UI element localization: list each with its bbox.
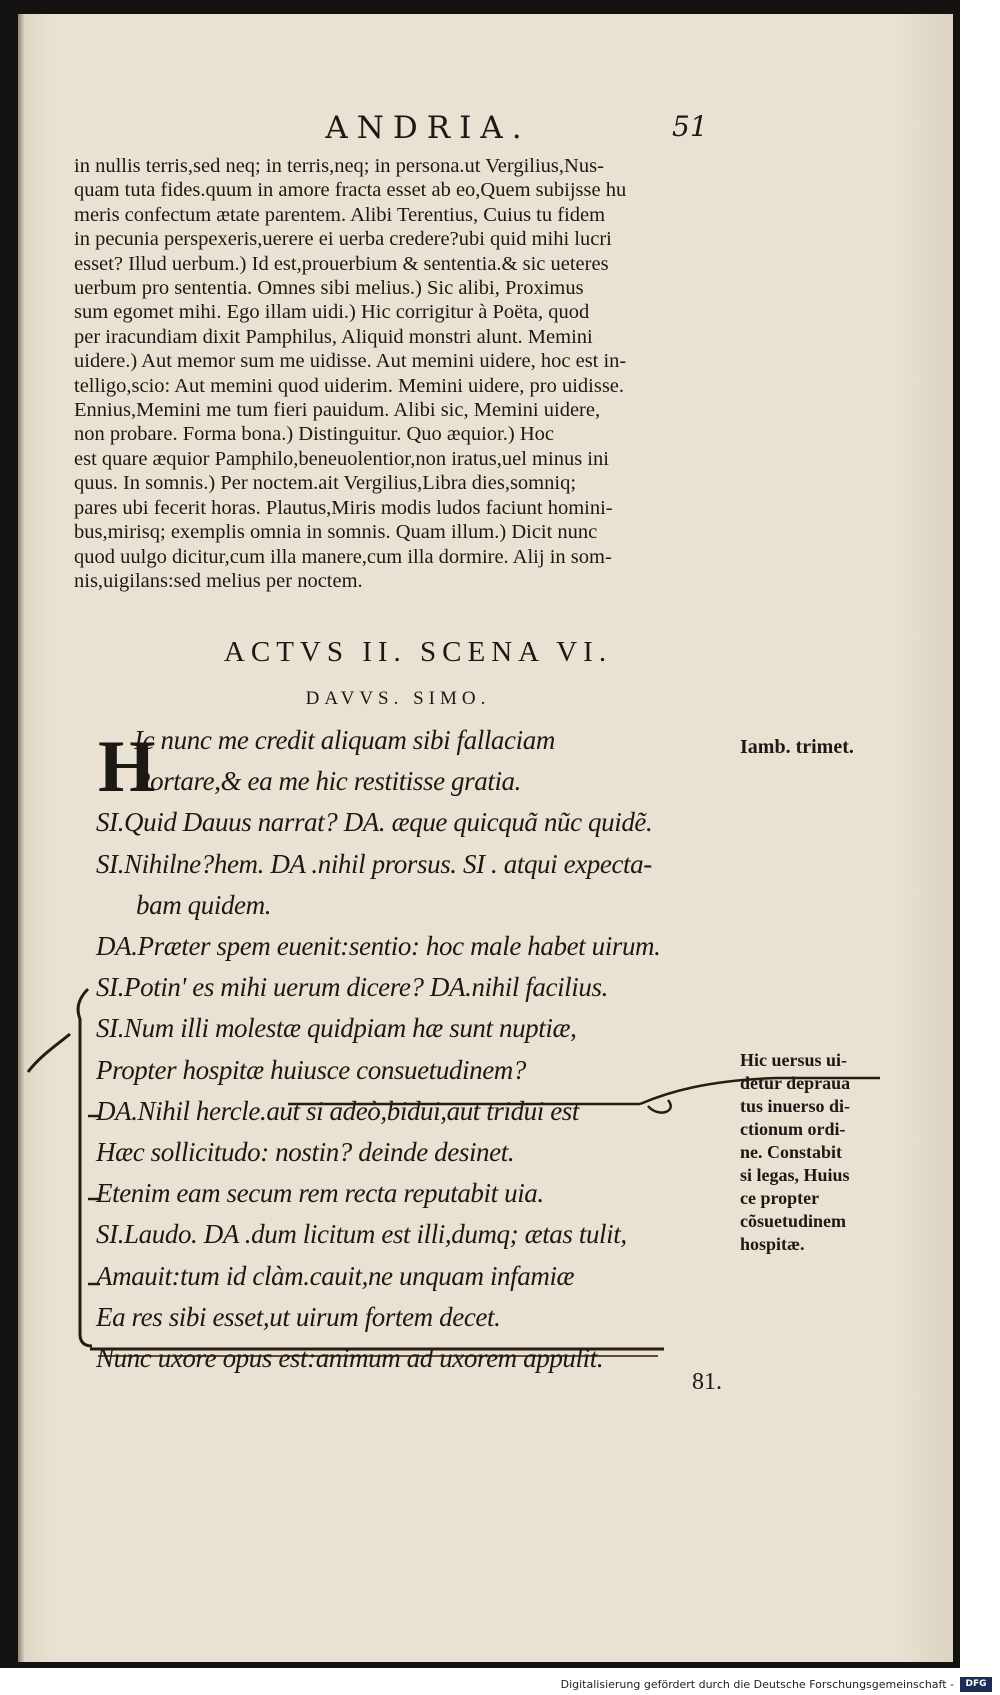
book-page xyxy=(18,14,953,1662)
signature-mark: 81. xyxy=(692,1369,722,1395)
scene-heading: ACTVS II. SCENA VI. xyxy=(223,636,613,668)
verse-line: Propter hospitæ huiusce consuetudinem? xyxy=(96,1054,526,1085)
verse-line: SI.Potin' es mihi uerum dicere? DA.nihil facilius. xyxy=(96,972,608,1003)
drop-capital: H xyxy=(98,726,156,808)
verse-line: Portare,& ea me hic restitisse gratia. xyxy=(134,766,522,797)
margin-note-commentary xyxy=(740,1049,900,1256)
commentary-line: quus. In somnis.) Per noctem.ait Vergilius,Libra dies,somniq; xyxy=(74,472,577,495)
digitization-credit: Digitalisierung gefördert durch die Deutsche Forschungsgemeinschaft - xyxy=(560,1678,954,1691)
verse-block xyxy=(96,720,736,1379)
commentary-line: nis,uigilans:sed melius per noctem. xyxy=(74,569,363,592)
margin-note-meter: Iamb. trimet. xyxy=(740,736,854,758)
verse-line: SI.Laudo. DA .dum licitum est illi,dumq; ætas tulit, xyxy=(96,1219,627,1250)
margin-note-line: cõsuetudinem xyxy=(740,1211,847,1231)
commentary-line: in pecunia perspexeris,uerere ei uerba credere?ubi quid mihi lucri xyxy=(74,228,612,251)
commentary-line: in nullis terris,sed neq; in terris,neq; in persona.ut Vergilius,Nus- xyxy=(74,155,604,177)
commentary-block xyxy=(74,154,734,593)
commentary-line: non probare. Forma bona.) Distinguitur. Quo æquior.) Hoc xyxy=(74,423,554,446)
commentary-line: meris confectum ætate parentem. Alibi Terentius, Cuius tu fidem xyxy=(74,203,606,226)
commentary-line: quam tuta fides.quum in amore fracta esset ab eo,Quem subijsse hu xyxy=(74,179,627,202)
dfg-logo: DFG xyxy=(960,1677,992,1692)
commentary-line: bus,mirisq; exemplis omnia in somnis. Quam illum.) Dicit nunc xyxy=(74,521,598,544)
commentary-line: quod uulgo dicitur,cum illa manere,cum illa dormire. Alij in som- xyxy=(74,545,612,568)
margin-note-line: hospitæ. xyxy=(740,1234,805,1254)
running-head: ANDRIA. xyxy=(325,110,531,146)
commentary-line: Ennius,Memini me tum fieri pauidum. Alibi sic, Memini uidere, xyxy=(74,399,601,422)
commentary-line: telligo,scio: Aut memini quod uiderim. Memini uidere, pro uidisse. xyxy=(74,374,625,397)
margin-bracket-mark xyxy=(78,989,92,1346)
margin-note-line: detur deprauа xyxy=(740,1073,851,1093)
scene-speakers: DAVVS. SIMO. xyxy=(305,688,491,709)
commentary-line: per iracundiam dixit Pamphilus, Aliquid monstri alunt. Memini xyxy=(74,325,593,348)
commentary-line: uerbum pro sententia. Omnes sibi melius.) Sic alibi, Proximus xyxy=(74,277,584,300)
commentary-line: sum egomet mihi. Ego illam uidi.) Hic corrigitur à Poëta, quod xyxy=(74,301,590,324)
verse-line: SI.Nihilne?hem. DA .nihil prorsus. SI . atqui expecta- xyxy=(96,848,652,879)
folio-number: 51 xyxy=(672,110,708,143)
verse-line: SI.Num illi molestæ quidpiam hæ sunt nuptiæ, xyxy=(96,1013,577,1044)
margin-note-line: ne. Constabit xyxy=(740,1142,843,1162)
verse-line: Hæc sollicitudo: nostin? deinde desinet. xyxy=(96,1137,515,1168)
verse-line: Ea res sibi esset,ut uirum fortem decet. xyxy=(96,1301,501,1332)
verse-line: bam quidem. xyxy=(136,889,272,920)
commentary-line: esset? Illud uerbum.) Id est,prouerbium & sententia.& sic ueteres xyxy=(74,252,609,275)
margin-note-line: si legas, Huius xyxy=(740,1165,850,1185)
commentary-line: est quare æquior Pamphilo,beneuolentior,non iratus,uel minus ini xyxy=(74,447,609,470)
verse-line: DA.Nihil hercle.aut si adeò,bidui,aut tridui est xyxy=(96,1095,580,1126)
margin-note-line: tus inuerso di- xyxy=(740,1096,851,1116)
commentary-line: uidere.) Aut memor sum me uidisse. Aut memini uidere, hoc est in- xyxy=(74,350,627,373)
verse-line: SI.Quid Dauus narrat? DA. æque quicquã nũc quidẽ. xyxy=(96,807,653,838)
margin-pointer-mark xyxy=(28,1034,70,1072)
margin-note-line: Hic uersus ui- xyxy=(740,1050,848,1070)
verse-line: DA.Præter spem euenit:sentio: hoc male habet uirum. xyxy=(96,931,661,962)
verse-line: Amauit:tum id clàm.cauit,ne unquam infamiæ xyxy=(96,1260,575,1291)
commentary-line: pares ubi fecerit horas. Plautus,Miris modis ludos faciunt homini- xyxy=(74,496,613,519)
verse-line: Etenim eam secum rem recta reputabit uia. xyxy=(96,1178,544,1209)
verse-line: Ic nunc me credit aliquam sibi fallaciam xyxy=(134,725,555,755)
margin-note-line: ce propter xyxy=(740,1188,820,1208)
page-gutter-shadow xyxy=(18,14,24,1662)
margin-note-line: ctionum ordi- xyxy=(740,1119,846,1139)
verse-line: Nunc uxore opus est:animum ad uxorem appulit. xyxy=(96,1343,604,1374)
